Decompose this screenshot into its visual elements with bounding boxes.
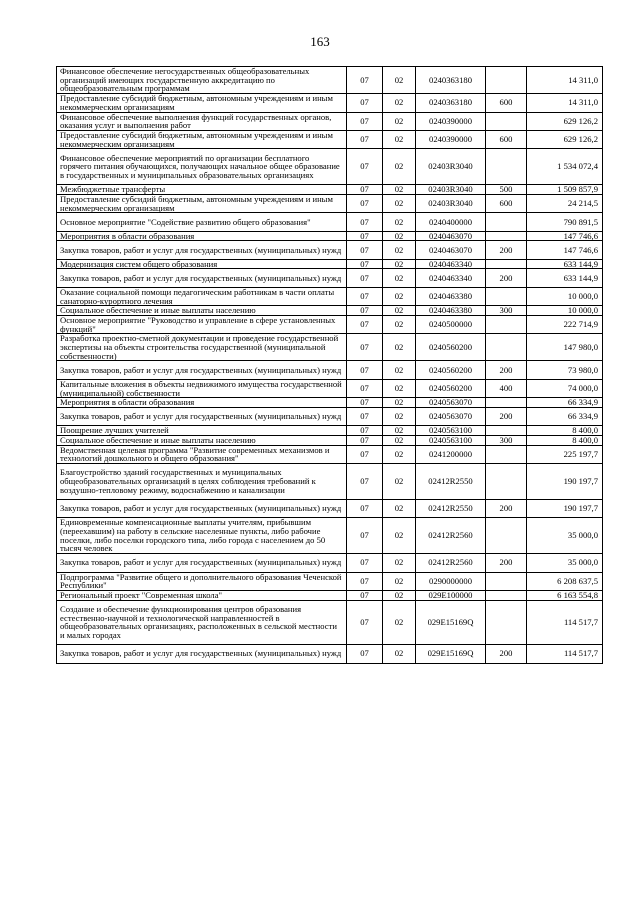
table-row xyxy=(57,572,603,590)
target-article-code-cell: 0240463340 xyxy=(416,259,486,269)
table-row xyxy=(57,259,603,269)
target-article-code-cell: 0240560200 xyxy=(416,361,486,379)
expenditure-name-cell: Предоставление субсидий бюджетным, автономным учреждениям и иным некоммерческим организациям xyxy=(57,194,347,212)
amount-cell: 6 208 637,5 xyxy=(527,572,603,590)
expense-type-code-cell: 300 xyxy=(486,436,527,446)
expense-type-code-cell xyxy=(486,231,527,241)
subsection-code-cell: 02 xyxy=(383,149,416,185)
expense-type-code-cell xyxy=(486,149,527,185)
section-code-cell: 07 xyxy=(347,130,383,148)
amount-cell: 10 000,0 xyxy=(527,287,603,305)
subsection-code-cell: 02 xyxy=(383,600,416,645)
amount-cell: 633 144,9 xyxy=(527,259,603,269)
subsection-code-cell: 02 xyxy=(383,185,416,195)
amount-cell: 633 144,9 xyxy=(527,269,603,287)
target-article-code-cell: 0240500000 xyxy=(416,315,486,333)
expenditure-name-cell: Предоставление субсидий бюджетным, автономным учреждениям и иным некоммерческим организациям xyxy=(57,94,347,112)
section-code-cell: 07 xyxy=(347,379,383,397)
table-row xyxy=(57,645,603,663)
target-article-code-cell: 0240390000 xyxy=(416,112,486,130)
target-article-code-cell: 029E100000 xyxy=(416,590,486,600)
table-row xyxy=(57,590,603,600)
expenditure-name-cell: Мероприятия в области образования xyxy=(57,398,347,408)
section-code-cell: 07 xyxy=(347,67,383,94)
expense-type-code-cell xyxy=(486,600,527,645)
section-code-cell: 07 xyxy=(347,436,383,446)
target-article-code-cell: 0240390000 xyxy=(416,130,486,148)
expenditure-name-cell: Закупка товаров, работ и услуг для государственных (муниципальных) нужд xyxy=(57,361,347,379)
section-code-cell: 07 xyxy=(347,464,383,500)
subsection-code-cell: 02 xyxy=(383,436,416,446)
subsection-code-cell: 02 xyxy=(383,269,416,287)
amount-cell: 114 517,7 xyxy=(527,600,603,645)
amount-cell: 1 509 857,9 xyxy=(527,185,603,195)
target-article-code-cell: 0240463380 xyxy=(416,306,486,316)
target-article-code-cell: 0240463340 xyxy=(416,269,486,287)
amount-cell: 8 400,0 xyxy=(527,436,603,446)
expense-type-code-cell: 200 xyxy=(486,407,527,425)
section-code-cell: 07 xyxy=(347,287,383,305)
expenditure-name-cell: Благоустройство зданий государственных и муниципальных общеобразовательных организаций в целях соблюдения требований к воздушно-тепловому режиму, водоснабжению и канализации xyxy=(57,464,347,500)
amount-cell: 74 000,0 xyxy=(527,379,603,397)
target-article-code-cell: 0240400000 xyxy=(416,213,486,231)
target-article-code-cell: 02412R2550 xyxy=(416,499,486,517)
expenditure-name-cell: Социальное обеспечение и иные выплаты населению xyxy=(57,436,347,446)
expense-type-code-cell xyxy=(486,572,527,590)
table-row xyxy=(57,426,603,436)
amount-cell: 73 980,0 xyxy=(527,361,603,379)
table-row xyxy=(57,241,603,259)
table-row xyxy=(57,67,603,94)
expense-type-code-cell xyxy=(486,590,527,600)
target-article-code-cell: 029E15169Q xyxy=(416,645,486,663)
amount-cell: 24 214,5 xyxy=(527,194,603,212)
expense-type-code-cell xyxy=(486,398,527,408)
table-row xyxy=(57,379,603,397)
subsection-code-cell: 02 xyxy=(383,645,416,663)
table-row xyxy=(57,600,603,645)
subsection-code-cell: 02 xyxy=(383,572,416,590)
subsection-code-cell: 02 xyxy=(383,464,416,500)
subsection-code-cell: 02 xyxy=(383,112,416,130)
target-article-code-cell: 029E15169Q xyxy=(416,600,486,645)
expense-type-code-cell: 600 xyxy=(486,194,527,212)
section-code-cell: 07 xyxy=(347,194,383,212)
amount-cell: 66 334,9 xyxy=(527,407,603,425)
table-row xyxy=(57,315,603,333)
subsection-code-cell: 02 xyxy=(383,259,416,269)
expenditure-name-cell: Финансовое обеспечение негосударственных общеобразовательных организаций имеющих государственную аккредитацию по общеобразовательным программам xyxy=(57,67,347,94)
expenditure-name-cell: Закупка товаров, работ и услуг для государственных (муниципальных) нужд xyxy=(57,499,347,517)
amount-cell: 35 000,0 xyxy=(527,554,603,572)
amount-cell: 222 714,9 xyxy=(527,315,603,333)
amount-cell: 147 746,6 xyxy=(527,241,603,259)
section-code-cell: 07 xyxy=(347,554,383,572)
table-row xyxy=(57,213,603,231)
target-article-code-cell: 0290000000 xyxy=(416,572,486,590)
section-code-cell: 07 xyxy=(347,306,383,316)
expense-type-code-cell xyxy=(486,213,527,231)
section-code-cell: 07 xyxy=(347,94,383,112)
expense-type-code-cell: 300 xyxy=(486,306,527,316)
subsection-code-cell: 02 xyxy=(383,426,416,436)
target-article-code-cell: 0240560200 xyxy=(416,334,486,361)
target-article-code-cell: 0240563070 xyxy=(416,407,486,425)
section-code-cell: 07 xyxy=(347,590,383,600)
expense-type-code-cell: 200 xyxy=(486,269,527,287)
expenditure-name-cell: Закупка товаров, работ и услуг для государственных (муниципальных) нужд xyxy=(57,645,347,663)
subsection-code-cell: 02 xyxy=(383,241,416,259)
expenditure-name-cell: Поощрение лучших учителей xyxy=(57,426,347,436)
section-code-cell: 07 xyxy=(347,572,383,590)
amount-cell: 14 311,0 xyxy=(527,67,603,94)
expenditure-name-cell: Подпрограмма "Развитие общего и дополнительного образования Чеченской Республики" xyxy=(57,572,347,590)
amount-cell: 147 980,0 xyxy=(527,334,603,361)
section-code-cell: 07 xyxy=(347,149,383,185)
target-article-code-cell: 0240363180 xyxy=(416,67,486,94)
target-article-code-cell: 02403R3040 xyxy=(416,185,486,195)
expense-type-code-cell: 200 xyxy=(486,241,527,259)
section-code-cell: 07 xyxy=(347,398,383,408)
table-row xyxy=(57,149,603,185)
expenditure-name-cell: Единовременные компенсационные выплаты учителям, прибывшим (переехавшим) на работу в сельские населенные пункты, либо рабочие поселки, либо поселки городского типа, либо города с населением до 50 тысяч человек xyxy=(57,518,347,554)
section-code-cell: 07 xyxy=(347,241,383,259)
expenditure-name-cell: Закупка товаров, работ и услуг для государственных (муниципальных) нужд xyxy=(57,407,347,425)
target-article-code-cell: 0240463380 xyxy=(416,287,486,305)
budget-table-body xyxy=(57,67,603,664)
table-row xyxy=(57,94,603,112)
expense-type-code-cell xyxy=(486,334,527,361)
target-article-code-cell: 0240463070 xyxy=(416,231,486,241)
subsection-code-cell: 02 xyxy=(383,94,416,112)
section-code-cell: 07 xyxy=(347,445,383,463)
expenditure-name-cell: Основное мероприятие "Содействие развитию общего образования" xyxy=(57,213,347,231)
section-code-cell: 07 xyxy=(347,185,383,195)
expenditure-name-cell: Межбюджетные трансферты xyxy=(57,185,347,195)
section-code-cell: 07 xyxy=(347,600,383,645)
subsection-code-cell: 02 xyxy=(383,445,416,463)
subsection-code-cell: 02 xyxy=(383,194,416,212)
expense-type-code-cell: 200 xyxy=(486,554,527,572)
amount-cell: 114 517,7 xyxy=(527,645,603,663)
expense-type-code-cell: 600 xyxy=(486,130,527,148)
section-code-cell: 07 xyxy=(347,231,383,241)
target-article-code-cell: 0240563100 xyxy=(416,436,486,446)
table-row xyxy=(57,306,603,316)
target-article-code-cell: 0240463070 xyxy=(416,241,486,259)
expenditure-name-cell: Финансовое обеспечение мероприятий по организации бесплатного горячего питания обучающихся, получающих начальное общее образование в государственных и муниципальных образовательных организациях xyxy=(57,149,347,185)
section-code-cell: 07 xyxy=(347,259,383,269)
subsection-code-cell: 02 xyxy=(383,213,416,231)
target-article-code-cell: 02403R3040 xyxy=(416,194,486,212)
amount-cell: 147 746,6 xyxy=(527,231,603,241)
subsection-code-cell: 02 xyxy=(383,398,416,408)
table-row xyxy=(57,464,603,500)
expenditure-name-cell: Ведомственная целевая программа "Развитие современных механизмов и технологий дошкольного и общего образования" xyxy=(57,445,347,463)
target-article-code-cell: 02403R3040 xyxy=(416,149,486,185)
expenditure-name-cell: Закупка товаров, работ и услуг для государственных (муниципальных) нужд xyxy=(57,554,347,572)
subsection-code-cell: 02 xyxy=(383,315,416,333)
expense-type-code-cell xyxy=(486,67,527,94)
expenditure-name-cell: Предоставление субсидий бюджетным, автономным учреждениям и иным некоммерческим организациям xyxy=(57,130,347,148)
expense-type-code-cell xyxy=(486,445,527,463)
amount-cell: 8 400,0 xyxy=(527,426,603,436)
expenditure-name-cell: Разработка проектно-сметной документации и проведение государственной экспертизы на объекты строительства государственной (муниципальной собственности) xyxy=(57,334,347,361)
table-row xyxy=(57,334,603,361)
expense-type-code-cell xyxy=(486,518,527,554)
subsection-code-cell: 02 xyxy=(383,306,416,316)
section-code-cell: 07 xyxy=(347,361,383,379)
section-code-cell: 07 xyxy=(347,645,383,663)
table-row xyxy=(57,231,603,241)
table-row xyxy=(57,518,603,554)
amount-cell: 190 197,7 xyxy=(527,499,603,517)
subsection-code-cell: 02 xyxy=(383,379,416,397)
target-article-code-cell: 02412R2560 xyxy=(416,518,486,554)
expense-type-code-cell: 400 xyxy=(486,379,527,397)
section-code-cell: 07 xyxy=(347,334,383,361)
target-article-code-cell: 0241200000 xyxy=(416,445,486,463)
amount-cell: 14 311,0 xyxy=(527,94,603,112)
table-row xyxy=(57,436,603,446)
expense-type-code-cell: 500 xyxy=(486,185,527,195)
subsection-code-cell: 02 xyxy=(383,518,416,554)
target-article-code-cell: 02412R2550 xyxy=(416,464,486,500)
amount-cell: 1 534 072,4 xyxy=(527,149,603,185)
subsection-code-cell: 02 xyxy=(383,554,416,572)
expense-type-code-cell: 200 xyxy=(486,645,527,663)
expenditure-name-cell: Основное мероприятие "Руководство и управление в сфере установленных функций" xyxy=(57,315,347,333)
expense-type-code-cell xyxy=(486,315,527,333)
subsection-code-cell: 02 xyxy=(383,407,416,425)
section-code-cell: 07 xyxy=(347,213,383,231)
expense-type-code-cell xyxy=(486,259,527,269)
subsection-code-cell: 02 xyxy=(383,231,416,241)
expenditure-name-cell: Оказание социальной помощи педагогическим работникам в части оплаты санаторно-курортного лечения xyxy=(57,287,347,305)
expenditure-name-cell: Финансовое обеспечение выполнения функций государственных органов, оказания услуг и выполнения работ xyxy=(57,112,347,130)
amount-cell: 790 891,5 xyxy=(527,213,603,231)
section-code-cell: 07 xyxy=(347,499,383,517)
table-row xyxy=(57,554,603,572)
subsection-code-cell: 02 xyxy=(383,499,416,517)
expense-type-code-cell: 600 xyxy=(486,94,527,112)
table-row xyxy=(57,398,603,408)
expense-type-code-cell xyxy=(486,426,527,436)
section-code-cell: 07 xyxy=(347,112,383,130)
section-code-cell: 07 xyxy=(347,518,383,554)
amount-cell: 66 334,9 xyxy=(527,398,603,408)
section-code-cell: 07 xyxy=(347,407,383,425)
expenditure-name-cell: Капитальные вложения в объекты недвижимого имущества государственной (муниципальной) собственности xyxy=(57,379,347,397)
expenditure-name-cell: Мероприятия в области образования xyxy=(57,231,347,241)
expenditure-name-cell: Региональный проект "Современная школа" xyxy=(57,590,347,600)
subsection-code-cell: 02 xyxy=(383,361,416,379)
table-row xyxy=(57,269,603,287)
amount-cell: 35 000,0 xyxy=(527,518,603,554)
expenditure-name-cell: Модернизация систем общего образования xyxy=(57,259,347,269)
table-row xyxy=(57,185,603,195)
budget-table xyxy=(56,66,603,664)
subsection-code-cell: 02 xyxy=(383,130,416,148)
table-row xyxy=(57,407,603,425)
page-number: 163 xyxy=(310,34,330,49)
expenditure-name-cell: Социальное обеспечение и иные выплаты населению xyxy=(57,306,347,316)
amount-cell: 190 197,7 xyxy=(527,464,603,500)
subsection-code-cell: 02 xyxy=(383,67,416,94)
table-row xyxy=(57,112,603,130)
expenditure-name-cell: Закупка товаров, работ и услуг для государственных (муниципальных) нужд xyxy=(57,269,347,287)
table-row xyxy=(57,361,603,379)
table-row xyxy=(57,445,603,463)
subsection-code-cell: 02 xyxy=(383,334,416,361)
section-code-cell: 07 xyxy=(347,315,383,333)
expense-type-code-cell xyxy=(486,464,527,500)
table-row xyxy=(57,194,603,212)
target-article-code-cell: 0240363180 xyxy=(416,94,486,112)
expenditure-name-cell: Закупка товаров, работ и услуг для государственных (муниципальных) нужд xyxy=(57,241,347,259)
amount-cell: 629 126,2 xyxy=(527,112,603,130)
expense-type-code-cell xyxy=(486,112,527,130)
expense-type-code-cell xyxy=(486,287,527,305)
target-article-code-cell: 02412R2560 xyxy=(416,554,486,572)
table-row xyxy=(57,499,603,517)
section-code-cell: 07 xyxy=(347,426,383,436)
table-row xyxy=(57,130,603,148)
amount-cell: 225 197,7 xyxy=(527,445,603,463)
section-code-cell: 07 xyxy=(347,269,383,287)
target-article-code-cell: 0240563100 xyxy=(416,426,486,436)
target-article-code-cell: 0240563070 xyxy=(416,398,486,408)
target-article-code-cell: 0240560200 xyxy=(416,379,486,397)
expense-type-code-cell: 200 xyxy=(486,361,527,379)
expenditure-name-cell: Создание и обеспечение функционирования центров образования естественно-научной и технологической направленностей в общеобразовательных организациях, расположенных в сельской местности и малых городах xyxy=(57,600,347,645)
subsection-code-cell: 02 xyxy=(383,287,416,305)
amount-cell: 6 163 554,8 xyxy=(527,590,603,600)
amount-cell: 10 000,0 xyxy=(527,306,603,316)
subsection-code-cell: 02 xyxy=(383,590,416,600)
amount-cell: 629 126,2 xyxy=(527,130,603,148)
expense-type-code-cell: 200 xyxy=(486,499,527,517)
table-row xyxy=(57,287,603,305)
